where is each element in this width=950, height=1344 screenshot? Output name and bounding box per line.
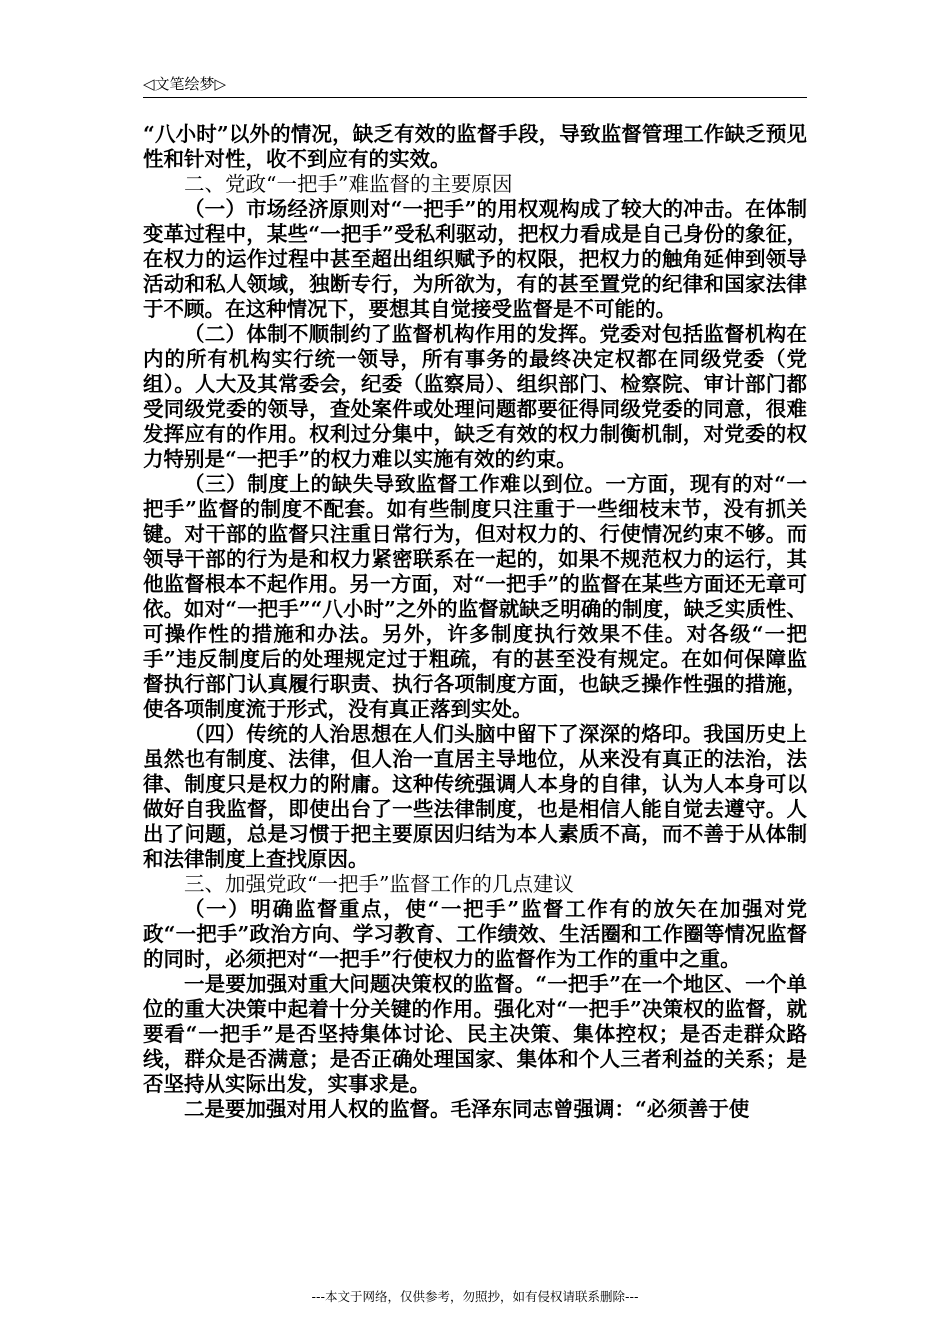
paragraph-cause-3: （三）制度上的缺失导致监督工作难以到位。一方面，现有的对“一把手”监督的制度不配套。如有些制度只注重于一些细枝末节，没有抓关键。对干部的监督只注重日常行为，但对权力的、行使情况约束不够。而领导干部的行为是和权力紧密联系在一起的，如果不规范权力的运行，其他监督根本不起作用。另一方面，对“一把手”的监督在某些方面还无章可依。如对“一把手”“八小时”之外的监督就缺乏明确的制度，缺乏实质性、可操作性的措施和办法。另外，许多制度执行效果不佳。对各级“一把手”违反制度后的处理规定过于粗疏，有的甚至没有规定。在如何保障监督执行部门认真履行职责、执行各项制度方面，也缺乏操作性强的措施，使各项制度流于形式，没有真正落到实处。: [143, 472, 807, 721]
section-heading-3: 三、加强党政“一把手”监督工作的几点建议: [184, 872, 574, 896]
document-footer: ---本文于网络，仅供参考，勿照抄，如有侵权请联系删除---: [311, 1289, 639, 1304]
paragraph-suggestion-1: （一）明确监督重点，使“一把手”监督工作有的放矢在加强对党政“一把手”政治方向、学习教育、工作绩效、生活圈和工作圈等情况监督的同时，必须把对“一把手”行使权力的监督作为工作的重中之重。: [143, 897, 807, 971]
paragraph-cause-4: （四）传统的人治思想在人们头脑中留下了深深的烙印。我国历史上虽然也有制度、法律，但人治一直居主导地位，从来没有真正的法治，法律、制度只是权力的附庸。这种传统强调人本身的自律，认为人本身可以做好自我监督，即使出台了一些法律制度，也是相信人能自觉去遵守。人出了问题，总是习惯于把主要原因归结为本人素质不高，而不善于从体制和法律制度上查找原因。: [143, 722, 807, 871]
header-rule: [143, 97, 807, 98]
document-header: ◁文笔绘梦▷: [143, 75, 227, 93]
section-heading-2: 二、党政“一把手”难监督的主要原因: [184, 172, 513, 196]
paragraph-decision-power: 一是要加强对重大问题决策权的监督。“一把手”在一个地区、一个单位的重大决策中起着十分关键的作用。强化对“一把手”决策权的监督，就要看“一把手”是否坚持集体讨论、民主决策、集体控权；是否走群众路线，群众是否满意；是否正确处理国家、集体和个人三者利益的关系；是否坚持从实际出发，实事求是。: [143, 972, 807, 1096]
paragraph-continuation: “八小时”以外的情况，缺乏有效的监督手段，导致监督管理工作缺乏预见性和针对性，收不到应有的实效。: [143, 122, 807, 171]
paragraph-appointment-power: 二是要加强对用人权的监督。毛泽东同志曾强调：“必须善于使: [184, 1097, 750, 1121]
paragraph-cause-1: （一）市场经济原则对“一把手”的用权观构成了较大的冲击。在体制变革过程中，某些“一把手”受私利驱动，把权力看成是自己身份的象征，在权力的运作过程中甚至超出组织赋予的权限，把权力的触角延伸到领导活动和私人领域，独断专行，为所欲为，有的甚至置党的纪律和国家法律于不顾。在这种情况下，要想其自觉接受监督是不可能的。: [143, 197, 807, 321]
paragraph-cause-2: （二）体制不顺制约了监督机构作用的发挥。党委对包括监督机构在内的所有机构实行统一领导，所有事务的最终决定权都在同级党委（党组）。人大及其常委会，纪委（监察局）、组织部门、检察院、审计部门都受同级党委的领导，查处案件或处理问题都要征得同级党委的同意，很难发挥应有的作用。权利过分集中，缺乏有效的权力制衡机制，对党委的权力特别是“一把手”的权力难以实施有效的约束。: [143, 322, 807, 471]
document-body: [143, 122, 807, 1122]
